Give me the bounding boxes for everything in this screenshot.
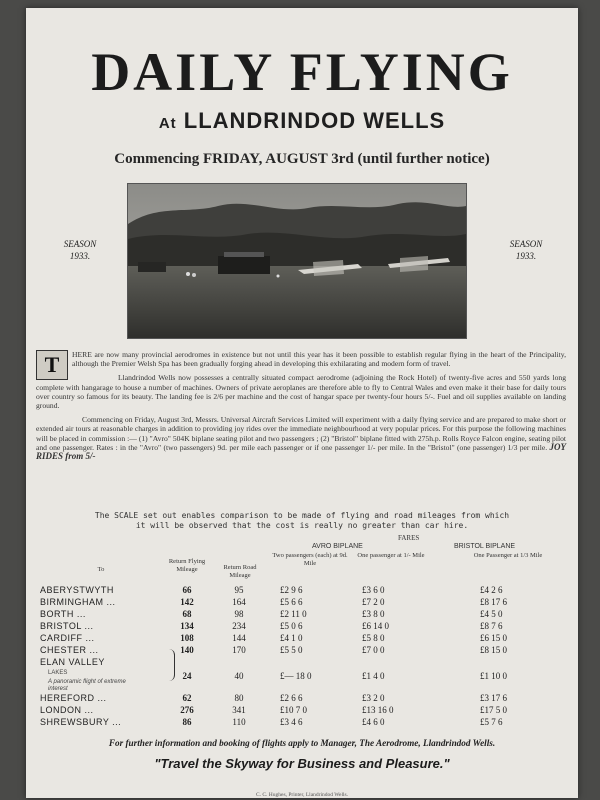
row-two-passenger-fare: £5 0 6: [280, 621, 303, 631]
fares-label: FARES: [398, 534, 420, 542]
table-row: [26, 717, 578, 729]
table-row: [26, 693, 578, 705]
lakes-label: LAKES: [48, 670, 68, 676]
table-row: [26, 621, 578, 633]
season-left-year: 1933.: [69, 251, 91, 261]
row-flying-miles: 24: [182, 671, 192, 681]
row-destination: ELAN VALLEY: [40, 657, 105, 667]
paragraph-1-text: HERE are now many provincial aerodromes in existence but not until this year has it been possible to establish regular flying in the heart of the Principality, although the Premier Welsh Spa has been gradually forging ahead in developing this exhilarating and modern form of travel.: [72, 350, 566, 369]
row-road-miles: 110: [232, 717, 246, 727]
row-road-miles: 144: [232, 633, 246, 643]
row-bristol-fare: £6 15 0: [480, 633, 507, 643]
row-destination: BIRMINGHAM ...: [40, 597, 116, 607]
row-road-miles: 40: [234, 671, 244, 681]
col-flying: Return Flying Mileage: [168, 558, 206, 573]
col-two-passengers: Two passengers (each) at 9d. Mile: [272, 552, 348, 567]
row-destination: CARDIFF ...: [40, 633, 95, 643]
table-row: [26, 585, 578, 597]
avro-group-label: AVRO BIPLANE: [312, 543, 363, 550]
row-one-passenger-fare: £13 16 0: [362, 705, 394, 715]
row-one-passenger-fare: £4 6 0: [362, 717, 385, 727]
row-road-miles: 80: [234, 693, 244, 703]
row-bristol-fare: £8 7 6: [480, 621, 503, 631]
slogan: "Travel the Skyway for Business and Pleasure.": [154, 756, 450, 771]
season-left: [50, 238, 110, 262]
col-bristol: One Passenger at 1/3 Mile: [473, 552, 543, 559]
row-one-passenger-fare: £1 4 0: [362, 671, 385, 681]
row-one-passenger-fare: £3 2 0: [362, 693, 385, 703]
row-bristol-fare: £1 10 0: [480, 671, 507, 681]
row-destination: CHESTER ...: [40, 645, 99, 655]
row-destination: BRISTOL ...: [40, 621, 94, 631]
row-two-passenger-fare: £3 4 6: [280, 717, 303, 727]
row-flying-miles: 134: [180, 621, 194, 631]
bristol-group-label: BRISTOL BIPLANE: [454, 543, 516, 550]
row-bristol-fare: £17 5 0: [480, 705, 507, 715]
row-road-miles: 170: [232, 645, 246, 655]
table-row: [26, 609, 578, 621]
scale-note: [26, 511, 578, 531]
commencing-date: Commencing FRIDAY, AUGUST 3rd (until further notice): [114, 151, 490, 167]
paragraph-3-text: Commencing on Friday, August 3rd, Messrs. Universal Aircraft Services Limited will experiment with a daily flying service and are prepared to make short or extended air tours at reasonable charges in addition to providing joy rides over the immediate neighbourhood at very popular prices. For this purpose the following machines will be placed in commission :— (1) "Avro" 504K biplane seating pilot and two passengers ; (2) "Bristol" biplane fitted with 275h.p. Rolls Royce Falcon engine, seating pilot and one passenger. Rates : in the "Avro" (two passengers) 9d. per mile each passenger or if one passenger 1/- per mile. In the "Bristol" (one passenger) 1/3 per mile.: [36, 415, 566, 452]
row-bristol-fare: £5 7 6: [480, 717, 503, 727]
poster-title: DAILY FLYING: [91, 42, 513, 102]
row-flying-miles: 62: [182, 693, 192, 703]
row-one-passenger-fare: £3 8 0: [362, 609, 385, 619]
table-row: [26, 597, 578, 609]
row-road-miles: 341: [232, 705, 246, 715]
dropcap: T: [36, 350, 68, 380]
paragraph-2: Llandrindod Wells now possesses a centrally situated compact aerodrome (adjoining the Rock Hotel) of twenty-five acres and 550 yards long complete with hangarage to house a number of machines. Owners of private aeroplanes are therefore able to fly to Central Wales and even make it their base for daily tours over country so famous for its beauty. The landing fee is 2/6 per machine and the cost of hangar space per twenty-four hours 5/-. Fuel and oil supplies available on landing ground.: [36, 373, 566, 411]
row-two-passenger-fare: £5 6 6: [280, 597, 303, 607]
row-one-passenger-fare: £5 8 0: [362, 633, 385, 643]
row-bristol-fare: £8 15 0: [480, 645, 507, 655]
row-destination: LONDON ...: [40, 705, 94, 715]
row-two-passenger-fare: £5 5 0: [280, 645, 303, 655]
row-bristol-fare: £3 17 6: [480, 693, 507, 703]
row-one-passenger-fare: £7 0 0: [362, 645, 385, 655]
poster-subtitle: [26, 108, 578, 134]
at-label: At: [158, 115, 177, 132]
table-row: [26, 705, 578, 717]
joy-rides: JOY RIDES from 5/-: [36, 441, 566, 462]
row-two-passenger-fare: £2 6 6: [280, 693, 303, 703]
table-row: [26, 633, 578, 645]
row-road-miles: 164: [232, 597, 246, 607]
row-road-miles: 234: [232, 621, 246, 631]
scale-line-2: it will be observed that the cost is really no greater than car hire.: [135, 521, 469, 530]
table-row: [26, 657, 578, 669]
paragraph-1: [36, 350, 566, 377]
place-name: LLANDRINDOD WELLS: [183, 108, 446, 133]
row-two-passenger-fare: £— 18 0: [280, 671, 312, 681]
row-flying-miles: 108: [180, 633, 194, 643]
printer-credit: C. C. Hughes, Printer, Llandrindod Wells.: [255, 792, 349, 798]
aerodrome-photo-image: [128, 184, 466, 338]
table-row-values: [26, 671, 578, 683]
row-one-passenger-fare: £7 2 0: [362, 597, 385, 607]
poster: [26, 8, 578, 798]
row-bristol-fare: £4 2 6: [480, 585, 503, 595]
row-flying-miles: 66: [182, 585, 192, 595]
table-row: [26, 645, 578, 657]
row-one-passenger-fare: £6 14 0: [362, 621, 389, 631]
aerodrome-photo: [127, 183, 467, 339]
row-road-miles: 98: [234, 609, 244, 619]
season-right: [496, 238, 556, 262]
row-flying-miles: 276: [180, 705, 194, 715]
row-flying-miles: 68: [182, 609, 192, 619]
further-information: For further information and booking of flights apply to Manager, The Aerodrome, Llandrindod Wells.: [108, 738, 496, 748]
row-two-passenger-fare: £4 1 0: [280, 633, 303, 643]
row-two-passenger-fare: £10 7 0: [280, 705, 307, 715]
row-destination: BORTH ...: [40, 609, 86, 619]
row-flying-miles: 86: [182, 717, 192, 727]
row-destination: HEREFORD ...: [40, 693, 107, 703]
row-two-passenger-fare: £2 9 6: [280, 585, 303, 595]
col-to: To: [97, 566, 105, 573]
row-one-passenger-fare: £3 6 0: [362, 585, 385, 595]
row-flying-miles: 140: [180, 645, 194, 655]
body-text: [36, 350, 566, 466]
season-right-year: 1933.: [515, 251, 537, 261]
scale-line-1: The SCALE set out enables comparison to be made of flying and road mileages from which: [94, 511, 510, 520]
season-right-label: SEASON: [509, 239, 543, 249]
row-two-passenger-fare: £2 11 0: [280, 609, 307, 619]
row-flying-miles: 142: [180, 597, 194, 607]
paragraph-3: [36, 415, 566, 461]
lakes-note: A panoramic flight of extreme interest: [48, 679, 126, 692]
row-bristol-fare: £4 5 0: [480, 609, 503, 619]
row-destination: SHREWSBURY ...: [40, 717, 122, 727]
col-one-passenger: One passenger at 1/- Mile: [357, 552, 425, 559]
row-destination: ABERYSTWYTH: [40, 585, 114, 595]
col-road: Return Road Mileage: [223, 564, 257, 579]
season-left-label: SEASON: [63, 239, 97, 249]
row-road-miles: 95: [234, 585, 244, 595]
row-bristol-fare: £8 17 6: [480, 597, 507, 607]
